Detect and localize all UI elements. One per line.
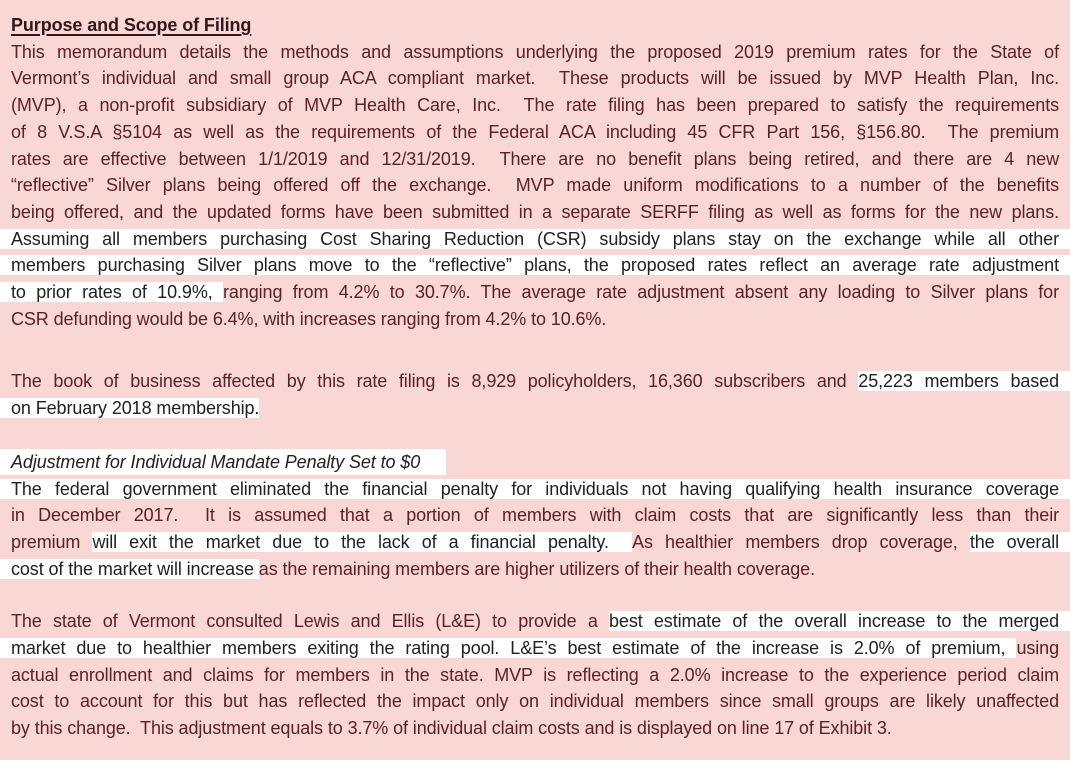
para-book bbox=[11, 368, 1059, 421]
text-line bbox=[11, 306, 1059, 333]
text-line bbox=[11, 502, 1059, 529]
highlighted-text-run: members purchasing Silver plans move to the “reflective” plans, the proposed rates reflect an average rate adjustment bbox=[0, 255, 1070, 275]
text-line bbox=[11, 608, 1059, 635]
text-line bbox=[11, 119, 1059, 146]
text-line bbox=[11, 12, 1059, 39]
para-overview bbox=[11, 39, 1059, 333]
text-run: in December 2017. It is assumed that a portion of members with claim costs that are significantly less than their bbox=[11, 505, 1059, 526]
heading-purpose bbox=[11, 12, 1059, 39]
text-run: of 8 V.S.A §5104 as well as the requirements of the Federal ACA including 45 CFR Part 156, §156.80. The premium bbox=[11, 121, 1059, 142]
highlighted-text-run: Adjustment for Individual Mandate Penalty Set to $0 bbox=[0, 449, 446, 475]
text-run: Purpose and Scope of Filing bbox=[11, 15, 252, 35]
text-run: As healthier members drop coverage, bbox=[632, 531, 970, 552]
highlighted-text-run: the overall bbox=[970, 532, 1070, 552]
text-run: ranging from 4.2% to 30.7%. The average rate adjustment absent any loading to Silver plans for bbox=[223, 282, 1059, 303]
highlighted-text-run: market due to healthier members exiting the rating pool. L&E’s best estimate of the increase is 2.0% of premium, bbox=[0, 638, 1016, 658]
text-run: by this change. This adjustment equals to 3.7% of individual claim costs and is displayed on line 17 of Exhibit 3. bbox=[11, 718, 892, 739]
heading-mandate bbox=[11, 449, 1059, 476]
text-run: cost to account for this but has reflected the impact only on individual members since small groups are likely unaffected bbox=[11, 691, 1059, 712]
text-run: actual enrollment and claims for members in the state. MVP is reflecting a 2.0% increase to the experience period claim bbox=[11, 664, 1059, 685]
text-line bbox=[11, 199, 1059, 226]
highlighted-text-run: Assuming all members purchasing Cost Sharing Reduction (CSR) subsidy plans stay on the exchange while all other bbox=[0, 229, 1070, 249]
text-run: The book of business affected by this rate filing is 8,929 policyholders, 16,360 subscribers and bbox=[11, 371, 859, 392]
text-line bbox=[11, 226, 1059, 253]
text-run: This memorandum details the methods and assumptions underlying the proposed 2019 premium rates for the State of bbox=[11, 41, 1059, 62]
para-federal bbox=[11, 476, 1059, 583]
text-run: premium bbox=[11, 531, 93, 552]
text-run: (MVP), a non-profit subsidiary of MVP Health Care, Inc. The rate filing has been prepared to satisfy the requirements bbox=[11, 95, 1059, 116]
text-line bbox=[11, 635, 1059, 662]
text-line bbox=[11, 476, 1059, 503]
text-line bbox=[11, 688, 1059, 715]
text-line bbox=[11, 449, 1059, 476]
highlighted-text-run: 25,223 members based bbox=[858, 371, 1070, 391]
para-vermont bbox=[11, 608, 1059, 742]
text-line bbox=[11, 662, 1059, 689]
text-run: as the remaining members are higher utilizers of their health coverage. bbox=[258, 558, 815, 579]
highlighted-text-run: will exit the market due to the lack of a financial penalty. bbox=[92, 531, 633, 552]
text-run: Vermont’s individual and small group ACA compliant market. These products will be issued by MVP Health Plan, Inc. bbox=[11, 68, 1059, 89]
text-run: using bbox=[1016, 638, 1059, 659]
text-run: being offered, and the updated forms have been submitted in a separate SERFF filing as well as forms for the new plans. bbox=[11, 201, 1059, 222]
text-line bbox=[11, 252, 1059, 279]
text-line bbox=[11, 65, 1059, 92]
text-line bbox=[11, 715, 1059, 742]
text-line bbox=[11, 39, 1059, 66]
text-run: The state of Vermont consulted Lewis and Ellis (L&E) to provide a bbox=[11, 611, 609, 632]
text-run: “reflective” Silver plans being offered off the exchange. MVP made uniform modifications to a number of the benefits bbox=[11, 175, 1059, 196]
text-line bbox=[11, 395, 1059, 422]
text-line bbox=[11, 556, 1059, 583]
highlighted-text-run: cost of the market will increase bbox=[0, 559, 259, 579]
text-line bbox=[11, 146, 1059, 173]
text-line bbox=[11, 368, 1059, 395]
text-line bbox=[11, 279, 1059, 306]
highlighted-text-run: best estimate of the overall increase to the merged bbox=[609, 611, 1070, 631]
text-line bbox=[11, 172, 1059, 199]
highlighted-text-run: on February 2018 membership. bbox=[0, 398, 259, 418]
text-run: CSR defunding would be 6.4%, with increases ranging from 4.2% to 10.6%. bbox=[11, 308, 607, 329]
text-line bbox=[11, 92, 1059, 119]
text-line bbox=[11, 529, 1059, 556]
highlighted-text-run: The federal government eliminated the financial penalty for individuals not having qualifying health insurance coverage bbox=[0, 479, 1070, 499]
highlighted-text-run: to prior rates of 10.9%, bbox=[0, 282, 223, 302]
text-run: rates are effective between 1/1/2019 and 12/31/2019. There are no benefit plans being retired, and there are 4 new bbox=[11, 148, 1059, 169]
